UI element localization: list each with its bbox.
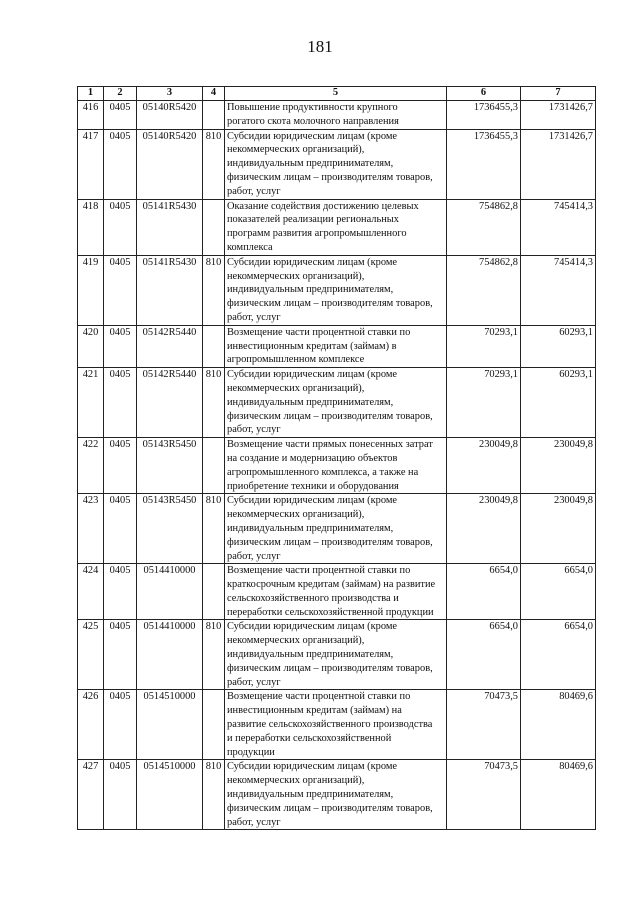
description-line: приобретение техники и оборудования <box>227 480 399 492</box>
row-number: 416 <box>78 101 104 130</box>
row-number: 418 <box>78 199 104 255</box>
table-row <box>78 438 596 494</box>
description-line: агропромышленного комплекса, а также на <box>227 466 419 478</box>
target-article-code: 05143R5450 <box>137 438 203 494</box>
description-line: физическим лицам – производителям товаров, <box>227 662 433 674</box>
table-row <box>78 368 596 438</box>
description-line: программ развития агропромышленного <box>227 228 407 240</box>
description-line: некоммерческих организаций), <box>227 270 365 282</box>
description-line: физическим лицам – производителям товаров, <box>227 298 433 310</box>
amount-col-6: 230049,8 <box>447 494 521 564</box>
section-code: 0405 <box>104 690 137 760</box>
row-number: 421 <box>78 368 104 438</box>
target-article-code: 0514510000 <box>137 690 203 760</box>
table-row <box>78 690 596 760</box>
description-line: индивидуальным предпринимателям, <box>227 522 394 534</box>
expense-type-code: 810 <box>203 760 225 830</box>
table-row <box>78 325 596 367</box>
amount-col-7: 6654,0 <box>521 564 596 620</box>
target-article-code: 05141R5430 <box>137 199 203 255</box>
description <box>225 325 447 367</box>
description <box>225 494 447 564</box>
amount-col-7: 60293,1 <box>521 325 596 367</box>
description-line: краткосрочным кредитам (займам) на развитие <box>227 579 436 591</box>
amount-col-6: 70473,5 <box>447 760 521 830</box>
description-line: работ, услуг <box>227 816 281 828</box>
amount-col-6: 70473,5 <box>447 690 521 760</box>
row-number: 420 <box>78 325 104 367</box>
table-row <box>78 564 596 620</box>
expense-type-code: 810 <box>203 620 225 690</box>
description-line: физическим лицам – производителям товаров, <box>227 410 433 422</box>
description-line: Субсидии юридическим лицам (кроме <box>227 256 398 268</box>
expense-type-code <box>203 690 225 760</box>
description-line: переработки сельскохозяйственной продукции <box>227 606 434 618</box>
target-article-code: 05140R5420 <box>137 129 203 199</box>
description-line: некоммерческих организаций), <box>227 635 365 647</box>
description-line: показателей реализации региональных <box>227 214 399 226</box>
description-line: инвестиционным кредитам (займам) в <box>227 340 397 352</box>
col-header-7: 7 <box>521 87 596 101</box>
budget-table <box>77 86 596 830</box>
target-article-code: 0514410000 <box>137 620 203 690</box>
col-header-4: 4 <box>203 87 225 101</box>
expense-type-code: 810 <box>203 368 225 438</box>
description <box>225 368 447 438</box>
description-line: Субсидии юридическим лицам (кроме <box>227 495 398 507</box>
header-row <box>78 87 596 101</box>
description-line: индивидуальным предпринимателям, <box>227 396 394 408</box>
description-line: работ, услуг <box>227 424 281 436</box>
description-line: некоммерческих организаций), <box>227 144 365 156</box>
amount-col-6: 754862,8 <box>447 199 521 255</box>
target-article-code: 05140R5420 <box>137 101 203 130</box>
section-code: 0405 <box>104 760 137 830</box>
table-row <box>78 101 596 130</box>
table-body <box>78 101 596 830</box>
description-line: комплекса <box>227 241 273 253</box>
amount-col-7: 1731426,7 <box>521 129 596 199</box>
description-line: физическим лицам – производителям товаров, <box>227 536 433 548</box>
description-line: физическим лицам – производителям товаров, <box>227 802 433 814</box>
description-line: Возмещение части процентной ставки по <box>227 565 411 577</box>
amount-col-7: 80469,6 <box>521 690 596 760</box>
col-header-1: 1 <box>78 87 104 101</box>
amount-col-6: 1736455,3 <box>447 101 521 130</box>
amount-col-7: 1731426,7 <box>521 101 596 130</box>
amount-col-6: 6654,0 <box>447 620 521 690</box>
description <box>225 101 447 130</box>
target-article-code: 05142R5440 <box>137 368 203 438</box>
expense-type-code <box>203 199 225 255</box>
section-code: 0405 <box>104 620 137 690</box>
section-code: 0405 <box>104 438 137 494</box>
description <box>225 690 447 760</box>
description <box>225 438 447 494</box>
description-line: работ, услуг <box>227 185 281 197</box>
amount-col-6: 1736455,3 <box>447 129 521 199</box>
table-row <box>78 129 596 199</box>
row-number: 419 <box>78 255 104 325</box>
description-line: физическим лицам – производителям товаров, <box>227 171 433 183</box>
description-line: Возмещение части процентной ставки по <box>227 691 411 703</box>
table-row <box>78 760 596 830</box>
description-line: и переработки сельскохозяйственной <box>227 732 392 744</box>
description <box>225 129 447 199</box>
amount-col-7: 80469,6 <box>521 760 596 830</box>
description-line: сельскохозяйственного производства и <box>227 592 399 604</box>
amount-col-7: 6654,0 <box>521 620 596 690</box>
description-line: агропромышленном комплексе <box>227 354 365 366</box>
section-code: 0405 <box>104 129 137 199</box>
amount-col-7: 745414,3 <box>521 199 596 255</box>
amount-col-6: 6654,0 <box>447 564 521 620</box>
col-header-6: 6 <box>447 87 521 101</box>
row-number: 417 <box>78 129 104 199</box>
description-line: индивидуальным предпринимателям, <box>227 789 394 801</box>
expense-type-code: 810 <box>203 255 225 325</box>
expense-type-code <box>203 438 225 494</box>
description-line: инвестиционным кредитам (займам) на <box>227 705 402 717</box>
section-code: 0405 <box>104 199 137 255</box>
amount-col-6: 230049,8 <box>447 438 521 494</box>
section-code: 0405 <box>104 564 137 620</box>
description-line: на создание и модернизацию объектов <box>227 452 398 464</box>
description-line: некоммерческих организаций), <box>227 382 365 394</box>
description-line: работ, услуг <box>227 676 281 688</box>
expense-type-code <box>203 325 225 367</box>
section-code: 0405 <box>104 101 137 130</box>
description-line: Повышение продуктивности крупного <box>227 102 398 113</box>
section-code: 0405 <box>104 368 137 438</box>
description-line: Субсидии юридическим лицам (кроме <box>227 621 398 633</box>
description-line: рогатого скота молочного направления <box>227 115 399 127</box>
section-code: 0405 <box>104 255 137 325</box>
amount-col-7: 745414,3 <box>521 255 596 325</box>
row-number: 424 <box>78 564 104 620</box>
description-line: развитие сельскохозяйственного производства <box>227 719 433 731</box>
description-line: Возмещение части процентной ставки по <box>227 326 411 338</box>
expense-type-code: 810 <box>203 129 225 199</box>
target-article-code: 05142R5440 <box>137 325 203 367</box>
row-number: 423 <box>78 494 104 564</box>
expense-type-code: 810 <box>203 494 225 564</box>
row-number: 425 <box>78 620 104 690</box>
description-line: работ, услуг <box>227 550 281 562</box>
table-row <box>78 199 596 255</box>
description-line: Субсидии юридическим лицам (кроме <box>227 369 398 381</box>
table-row <box>78 255 596 325</box>
target-article-code: 0514410000 <box>137 564 203 620</box>
row-number: 427 <box>78 760 104 830</box>
col-header-3: 3 <box>137 87 203 101</box>
col-header-2: 2 <box>104 87 137 101</box>
row-number: 422 <box>78 438 104 494</box>
description-line: продукции <box>227 746 275 758</box>
description-line: индивидуальным предпринимателям, <box>227 284 394 296</box>
row-number: 426 <box>78 690 104 760</box>
page-number: 181 <box>307 37 333 56</box>
expense-type-code <box>203 101 225 130</box>
table-row <box>78 620 596 690</box>
amount-col-7: 230049,8 <box>521 438 596 494</box>
description <box>225 255 447 325</box>
description <box>225 620 447 690</box>
amount-col-7: 60293,1 <box>521 368 596 438</box>
section-code: 0405 <box>104 494 137 564</box>
description-line: работ, услуг <box>227 311 281 323</box>
description-line: Оказание содействия достижению целевых <box>227 200 419 212</box>
description-line: Субсидии юридическим лицам (кроме <box>227 130 398 142</box>
description <box>225 199 447 255</box>
table-row <box>78 494 596 564</box>
section-code: 0405 <box>104 325 137 367</box>
amount-col-6: 70293,1 <box>447 325 521 367</box>
description <box>225 564 447 620</box>
col-header-5: 5 <box>225 87 447 101</box>
target-article-code: 0514510000 <box>137 760 203 830</box>
description-line: некоммерческих организаций), <box>227 775 365 787</box>
description-line: Возмещение части прямых понесенных затрат <box>227 439 433 451</box>
amount-col-6: 70293,1 <box>447 368 521 438</box>
description-line: индивидуальным предпринимателям, <box>227 649 394 661</box>
expense-type-code <box>203 564 225 620</box>
amount-col-6: 754862,8 <box>447 255 521 325</box>
amount-col-7: 230049,8 <box>521 494 596 564</box>
target-article-code: 05143R5450 <box>137 494 203 564</box>
target-article-code: 05141R5430 <box>137 255 203 325</box>
description-line: индивидуальным предпринимателям, <box>227 158 394 170</box>
description-line: некоммерческих организаций), <box>227 509 365 521</box>
description-line: Субсидии юридическим лицам (кроме <box>227 761 398 773</box>
description <box>225 760 447 830</box>
